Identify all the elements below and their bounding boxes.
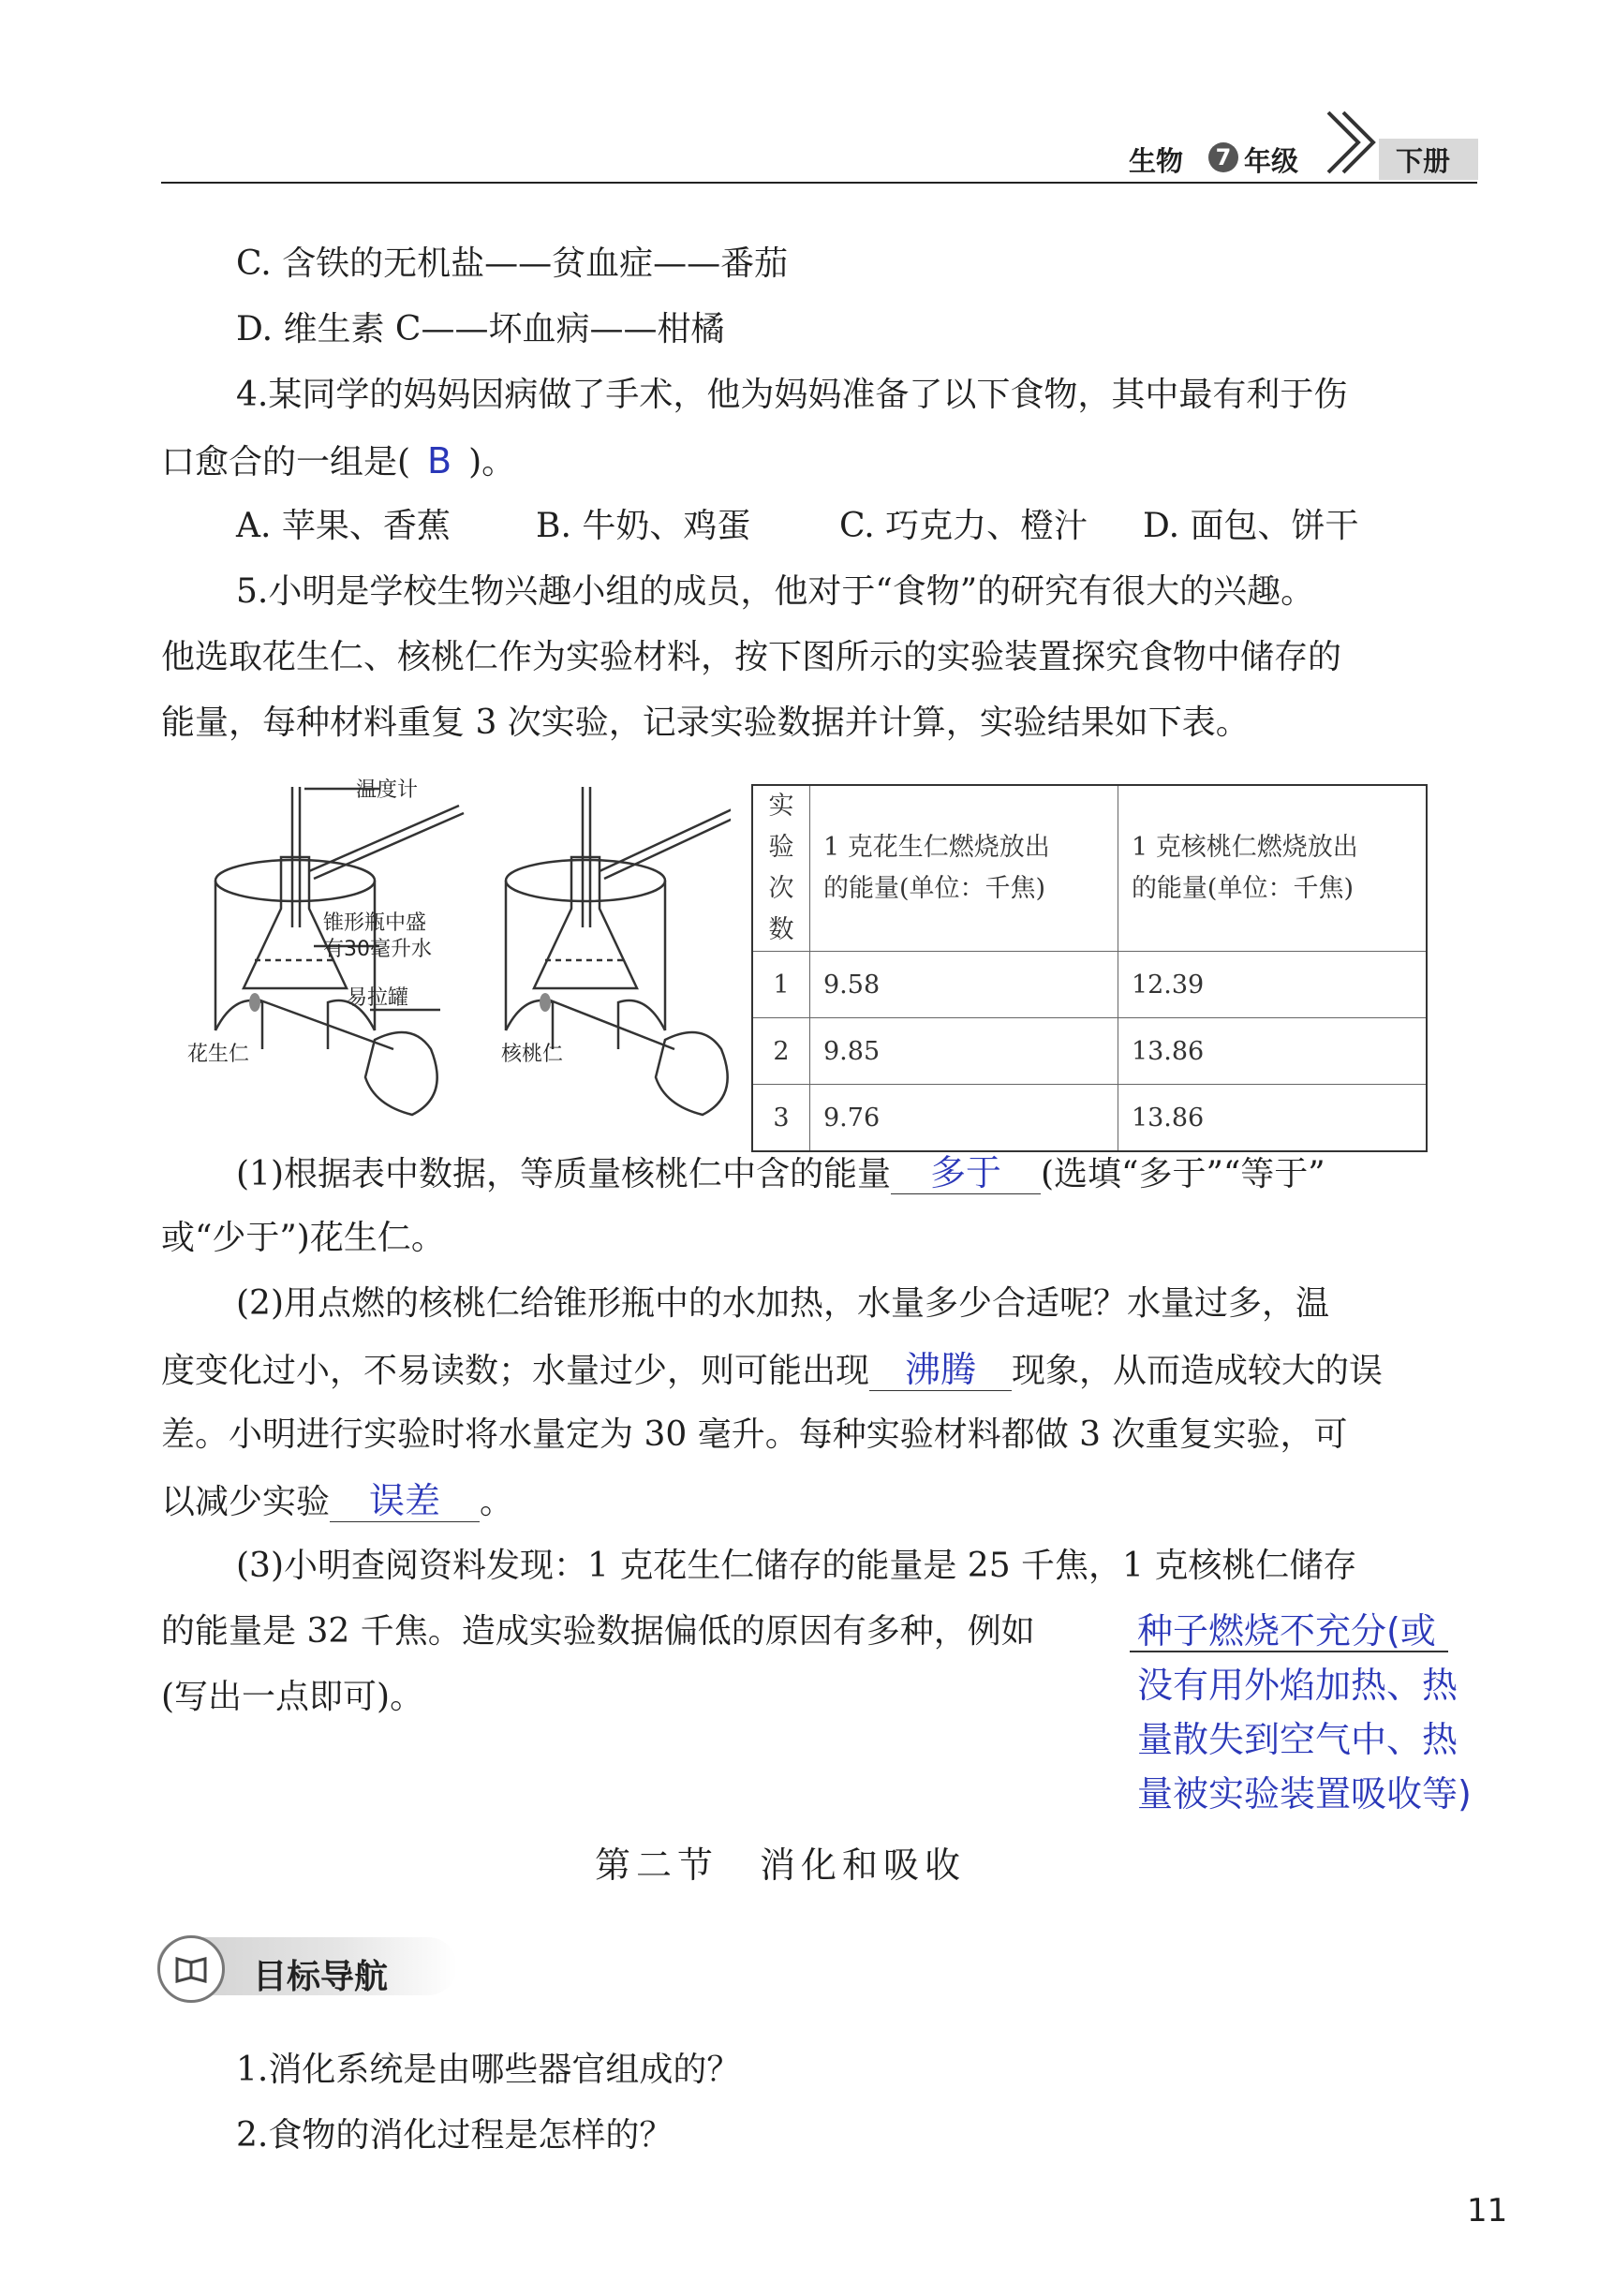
sub3-answer-line: 种子燃烧不充分(或	[1137, 1610, 1436, 1652]
q4-prefix: 口愈合的一组是(	[161, 443, 411, 481]
section-title: 第二节 消化和吸收	[595, 1844, 967, 1886]
label-peanut: 花生仁	[187, 1043, 250, 1066]
sub2-line4-prefix: 以减少实验	[161, 1483, 331, 1521]
sub2-line1: (2)用点燃的核桃仁给锥形瓶中的水加热，水量多少合适呢？水量过多，温	[236, 1284, 1329, 1323]
goals-title: 目标导航	[253, 1958, 389, 1996]
cell-walnut: 12.39	[1118, 952, 1427, 1018]
table-header-row	[752, 785, 1427, 952]
sub2-line4-suffix: 。	[480, 1483, 514, 1521]
grade-number-badge: 7	[1208, 142, 1238, 172]
sub1-prefix: (1)根据表中数据，等质量核桃仁中含的能量	[236, 1155, 891, 1193]
sub2-prefix: 度变化过小，不易读数；水量过少，则可能出现	[161, 1352, 870, 1390]
page-number: 11	[1467, 2192, 1508, 2229]
sub3-line3: (写出一点即可)。	[161, 1678, 424, 1716]
q4-option-b: B. 牛奶、鸡蛋	[536, 507, 751, 545]
goal-item: 1.消化系统是由哪些器官组成的？	[236, 2051, 741, 2089]
header-grade: 年级	[1244, 145, 1299, 177]
sub3-answer-line: 量被实验装置吸收等)	[1137, 1773, 1472, 1815]
q4-option-d: D. 面包、饼干	[1143, 507, 1359, 545]
sub2-answer1: 沸腾	[905, 1349, 977, 1390]
q5-line2: 他选取花生仁、核桃仁作为实验材料，按下图所示的实验装置探究食物中储存的	[161, 638, 1342, 676]
header-trial: 实验 次数	[752, 785, 810, 952]
sub1-answer: 多于	[929, 1152, 1001, 1193]
sub2-answer2-blank	[330, 1482, 480, 1522]
sub1-answer-blank	[891, 1154, 1041, 1194]
sub3-answer-line: 量散失到空气中、热	[1137, 1719, 1458, 1760]
sub1-line1	[236, 1154, 1325, 1194]
table-row	[752, 1085, 1427, 1152]
sub3-line2: 的能量是 32 千焦。造成实验数据偏低的原因有多种，例如	[161, 1612, 1035, 1651]
table-row	[752, 1018, 1427, 1085]
q3-option-d: D. 维生素 C——坏血病——柑橘	[236, 310, 725, 348]
cell-trial: 1	[752, 952, 810, 1018]
sub2-line2	[161, 1351, 1383, 1391]
sub3-answer	[1137, 1604, 1472, 1821]
cell-peanut: 9.76	[810, 1085, 1118, 1152]
cell-peanut: 9.85	[810, 1018, 1118, 1085]
sub1-line2: 或“少于”)花生仁。	[161, 1219, 445, 1257]
cell-trial: 2	[752, 1018, 810, 1085]
sub1-suffix: (选填“多于”“等于”	[1041, 1155, 1325, 1193]
sub3-line1: (3)小明查阅资料发现：1 克花生仁储存的能量是 25 千焦，1 克核桃仁储存	[236, 1547, 1357, 1585]
label-thermometer: 温度计	[356, 778, 419, 802]
experiment-figure	[178, 768, 731, 1124]
label-flask-1: 锥形瓶中盛	[323, 911, 427, 935]
q4-option-c: C. 巧克力、橙汁	[839, 507, 1088, 545]
q5-line1: 5.小明是学校生物兴趣小组的成员，他对于“食物”的研究有很大的兴趣。	[236, 572, 1315, 611]
header-subject: 生物	[1129, 145, 1184, 177]
label-walnut: 核桃仁	[501, 1043, 564, 1066]
q4-line2	[161, 442, 515, 481]
book-icon	[157, 1935, 225, 2003]
sub3-answer-line: 没有用外焰加热、热	[1137, 1665, 1458, 1706]
double-chevron-icon	[1323, 103, 1379, 178]
cell-peanut: 9.58	[810, 952, 1118, 1018]
header-walnut: 1 克核桃仁燃烧放出 的能量(单位：千焦)	[1118, 785, 1427, 952]
q4-answer: B	[427, 440, 452, 481]
cell-walnut: 13.86	[1118, 1018, 1427, 1085]
header-rule	[161, 182, 1477, 184]
sub2-answer2: 误差	[369, 1480, 441, 1521]
header-volume: 下册	[1396, 145, 1451, 177]
q4-line1: 4.某同学的妈妈因病做了手术，他为妈妈准备了以下食物，其中最有利于伤	[236, 376, 1348, 414]
energy-table	[751, 784, 1428, 1152]
goal-item: 2.食物的消化过程是怎样的？	[236, 2116, 674, 2155]
q4-option-a: A. 苹果、香蕉	[236, 507, 451, 545]
sub2-answer1-blank	[869, 1351, 1012, 1391]
sub2-line4	[161, 1482, 513, 1522]
q4-suffix: )。	[468, 443, 516, 481]
table-row	[752, 952, 1427, 1018]
sub2-suffix: 现象，从而造成较大的误	[1012, 1352, 1384, 1390]
q5-line3: 能量，每种材料重复 3 次实验，记录实验数据并计算，实验结果如下表。	[161, 704, 1250, 742]
label-flask-2: 有30毫升水	[323, 938, 432, 961]
header-peanut: 1 克花生仁燃烧放出 的能量(单位：千焦)	[810, 785, 1118, 952]
cell-trial: 3	[752, 1085, 810, 1152]
q3-option-c: C. 含铁的无机盐——贫血症——番茄	[236, 244, 789, 283]
cell-walnut: 13.86	[1118, 1085, 1427, 1152]
label-can: 易拉罐	[347, 986, 409, 1010]
sub2-line3: 差。小明进行实验时将水量定为 30 毫升。每种实验材料都做 3 次重复实验，可	[161, 1415, 1348, 1454]
